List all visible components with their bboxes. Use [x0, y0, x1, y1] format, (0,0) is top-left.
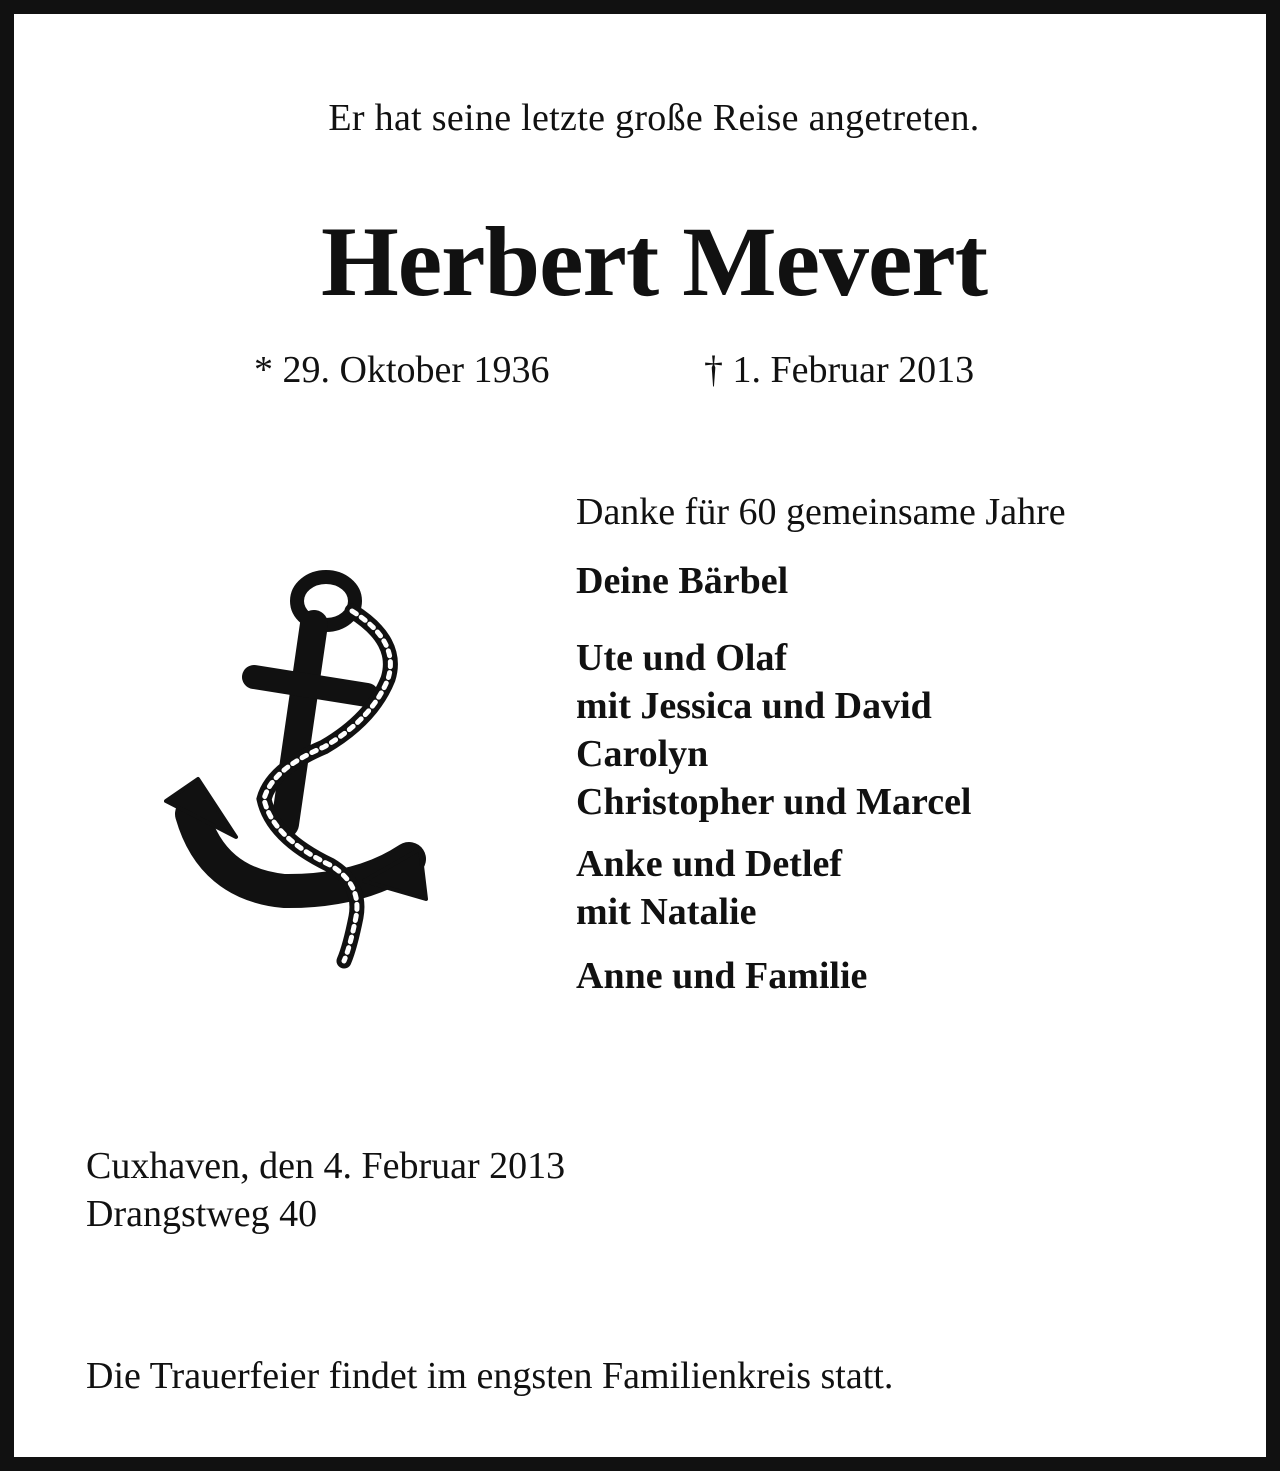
- place-date: Cuxhaven, den 4. Februar 2013: [86, 1145, 566, 1187]
- ceremony-note: Die Trauerfeier findet im engsten Familienkreis statt.: [86, 1355, 894, 1397]
- mourner-baerbel: Deine Bärbel: [576, 560, 789, 602]
- death-date: † 1. Februar 2013: [704, 349, 975, 391]
- mourner-ute-olaf: Ute und Olaf: [576, 637, 788, 679]
- mourner-anke-detlef: Anke und Detlef: [576, 843, 843, 885]
- mourner-natalie: mit Natalie: [576, 891, 757, 933]
- mourner-jessica-david: mit Jessica und David: [576, 685, 932, 727]
- anchor-icon: [164, 569, 429, 969]
- birth-date: * 29. Oktober 1936: [254, 349, 550, 391]
- mourner-carolyn: Carolyn: [576, 733, 709, 775]
- mourner-christopher-marcel: Christopher und Marcel: [576, 781, 972, 823]
- address: Drangstweg 40: [86, 1193, 318, 1235]
- thanks-line: Danke für 60 gemeinsame Jahre: [576, 491, 1066, 533]
- intro-line: Er hat seine letzte große Reise angetreten.: [328, 97, 980, 139]
- deceased-name: Herbert Mevert: [320, 206, 988, 317]
- mourner-anne-family: Anne und Familie: [576, 955, 868, 997]
